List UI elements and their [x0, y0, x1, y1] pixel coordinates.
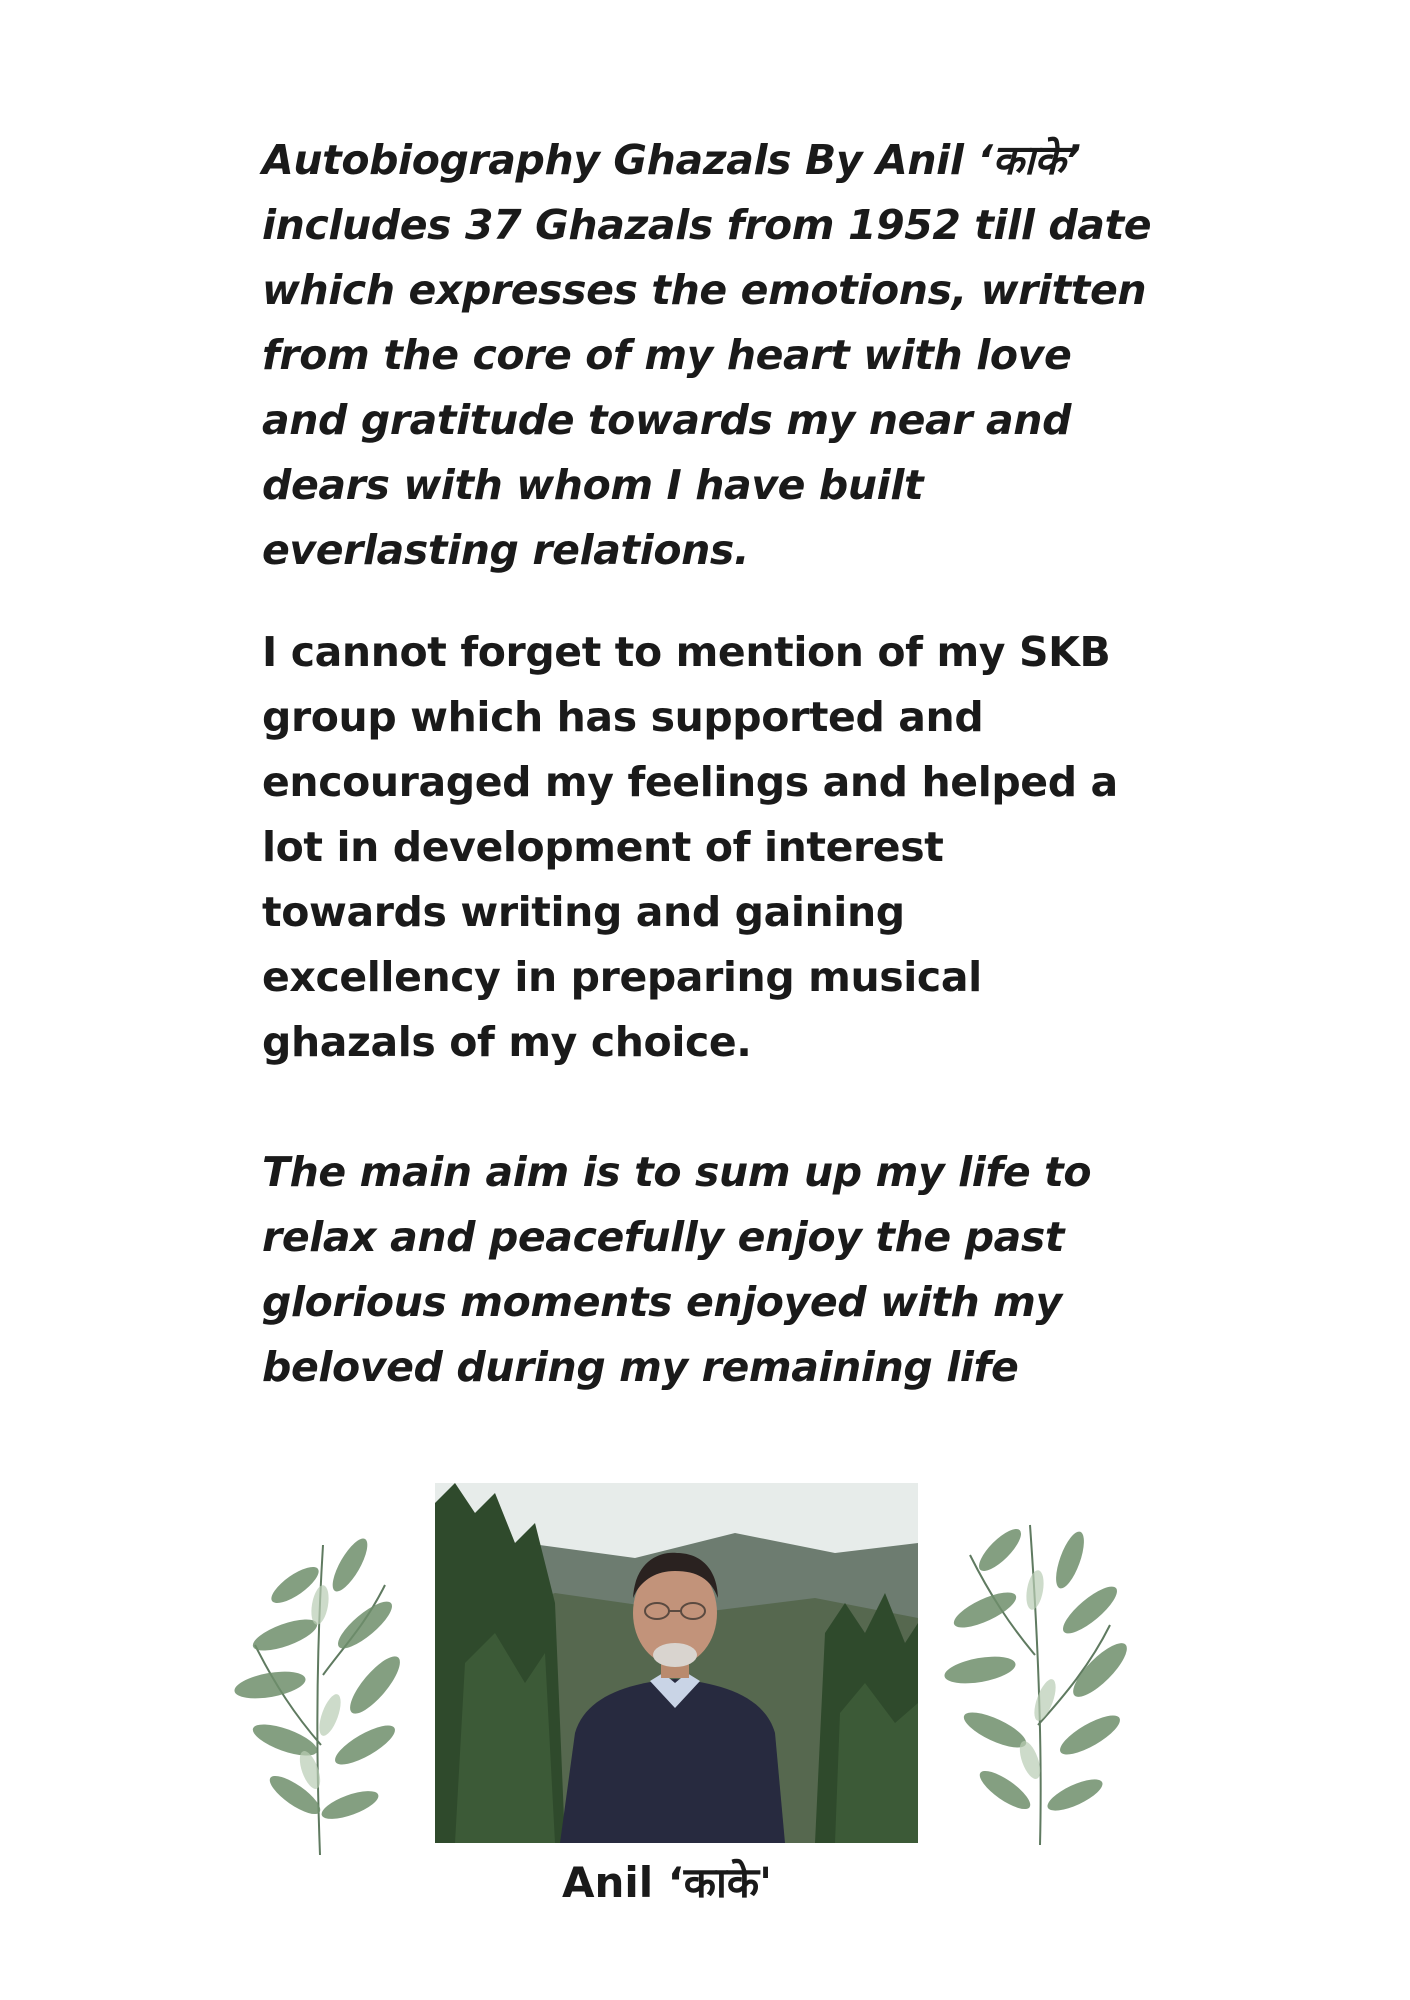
author-name-caption: Anil ‘काके' [561, 1858, 773, 1907]
left-leaf-decoration [225, 1525, 425, 1855]
main-aim-paragraph: The main aim is to sum up my life to relax and peacefully enjoy the past glorious moments enjoyed with my beloved during my remaining life [262, 1148, 1092, 1391]
right-leaf-decoration [930, 1505, 1150, 1845]
skb-group-paragraph: I cannot forget to mention of my SKB group which has supported and encouraged my feelings and helped a lot in development of interest towards writing and gaining excellency in preparing musical ghazals of my choice. [262, 628, 1118, 1066]
author-photo [435, 1483, 918, 1843]
intro-paragraph: Autobiography Ghazals By Anil ‘काके’ includes 37 Ghazals from 1952 till date which expresses the emotions, written from the core of my heart with love and gratitude towards my near and dears with whom I have built everlasting relations. [262, 136, 1152, 574]
